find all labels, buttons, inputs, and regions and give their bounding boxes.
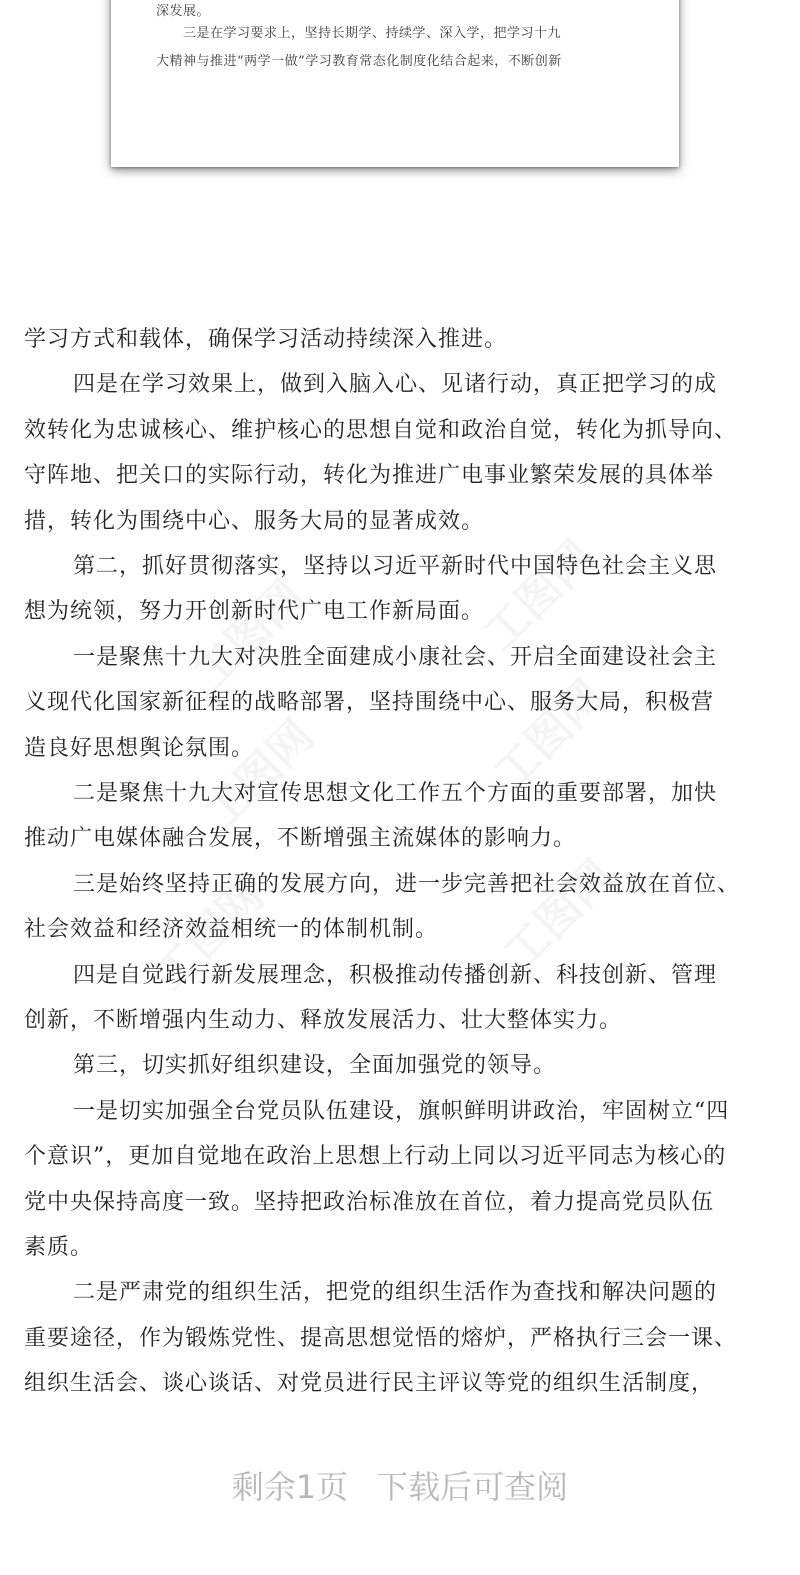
paragraph-line: 组织生活会、谈心谈话、对党员进行民主评议等党的组织生活制度， — [24, 1371, 715, 1397]
download-prompt[interactable] — [0, 1462, 800, 1508]
paragraph-line: 三是始终坚持正确的发展方向，进一步完善把社会效益放在首位、 — [73, 871, 741, 897]
preview-line: 三是在学习要求上，坚持长期学、持续学、深入学，把学习十九 — [156, 26, 562, 41]
paragraph-line: 第三，切实抓好组织建设，全面加强党的领导。 — [73, 1053, 557, 1079]
paragraph-line: 二是严肃党的组织生活，把党的组织生活作为查找和解决问题的 — [73, 1280, 718, 1306]
paragraph-line: 党中央保持高度一致。坚持把政治标准放在首位，着力提高党员队伍 — [24, 1189, 715, 1215]
paragraph-line: 守阵地、把关口的实际行动，转化为推进广电事业繁荣发展的具体举 — [24, 463, 715, 489]
paragraph-line: 造良好思想舆论氛围。 — [24, 735, 255, 761]
paragraph-line: 学习方式和载体，确保学习活动持续深入推进。 — [24, 327, 508, 352]
preview-line: 深发展。 — [156, 4, 211, 19]
paragraph-line: 重要途径，作为锻炼党性、提高思想觉悟的熔炉，严格执行三会一课、 — [24, 1325, 738, 1351]
paragraph-line: 四是自觉践行新发展理念，积极推动传播创新、科技创新、管理 — [73, 962, 718, 988]
download-to-view-link[interactable]: 下载后可查阅 — [376, 1468, 569, 1506]
paragraph-line: 一是聚焦十九大对决胜全面建成小康社会、开启全面建设社会主 — [73, 644, 718, 670]
paragraph-line: 创新，不断增强内生动力、释放发展活力、壮大整体实力。 — [24, 1008, 623, 1033]
paragraph-line: 个意识”，更加自觉地在政治上思想上行动上同以习近平同志为核心的 — [24, 1144, 727, 1170]
paragraph-line: 二是聚焦十九大对宣传思想文化工作五个方面的重要部署，加快 — [73, 781, 718, 806]
paragraph-line: 四是在学习效果上，做到入脑入心、见诸行动，真正把学习的成 — [73, 372, 718, 398]
watermark — [177, 563, 316, 702]
page-preview-card — [111, 0, 679, 167]
paragraph-line: 素质。 — [24, 1235, 94, 1260]
paragraph-line: 第二，抓好贯彻落实，坚持以习近平新时代中国特色社会主义思 — [73, 554, 718, 579]
paragraph-line: 一是切实加强全台党员队伍建设，旗帜鲜明讲政治，牢固树立“四 — [73, 1098, 730, 1124]
paragraph-line: 效转化为忠诚核心、维护核心的思想自觉和政治自觉，转化为抓导向、 — [24, 417, 738, 443]
paragraph-line: 想为统领，努力开创新时代广电工作新局面。 — [24, 599, 485, 625]
paragraph-line: 义现代化国家新征程的战略部署，坚持围绕中心、服务大局，积极营 — [24, 690, 715, 716]
paragraph-line: 社会效益和经济效益相统一的体制机制。 — [24, 917, 439, 943]
preview-line: 大精神与推进“两学一做”学习教育常态化制度化结合起来，不断创新 — [156, 54, 562, 69]
paragraph-line: 推动广电媒体融合发展，不断增强主流媒体的影响力。 — [24, 826, 577, 852]
remaining-pages-label: 剩余1页 — [231, 1468, 349, 1506]
paragraph-line: 措，转化为围绕中心、服务大局的显著成效。 — [24, 508, 485, 534]
